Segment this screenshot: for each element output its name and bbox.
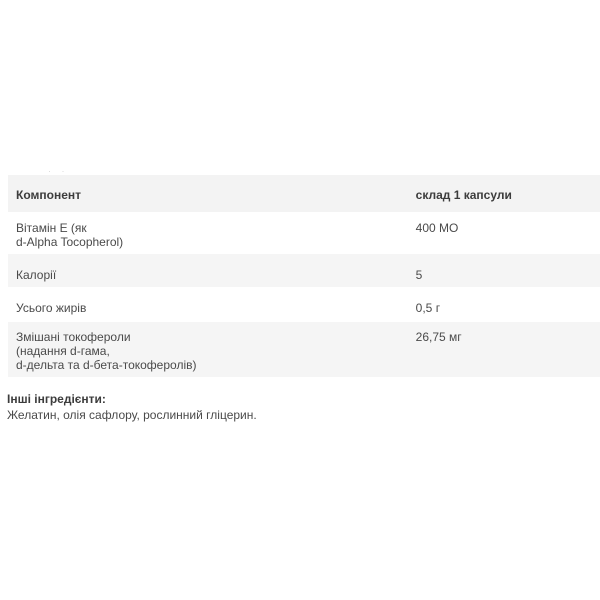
ingredient-amount: 0,5 г <box>415 300 441 315</box>
ingredient-name-line: Вітамін Е (як <box>16 220 87 235</box>
ingredient-name-line: Калорії <box>16 267 57 282</box>
ingredient-name <box>8 212 408 253</box>
supplement-facts-table <box>8 175 600 378</box>
header-amount: склад 1 капсули <box>415 188 512 202</box>
table-row <box>8 321 600 377</box>
ingredient-amount: 26,75 мг <box>415 329 462 344</box>
ingredient-name <box>8 321 408 377</box>
ingredient-name-line: d-дельта та d-бета-токоферолів) <box>16 357 197 372</box>
table-row <box>8 212 600 253</box>
ingredient-name-line: d-Alpha Tocopherol) <box>16 234 124 249</box>
table-row <box>8 253 600 287</box>
table-row <box>8 287 600 321</box>
ingredient-name <box>8 287 408 321</box>
faint-dots: · · <box>48 166 69 176</box>
ingredient-amount: 5 <box>415 267 423 282</box>
other-ingredients <box>7 391 257 423</box>
ingredient-name-line: Усього жирів <box>16 300 87 315</box>
ingredient-amount: 400 МО <box>415 220 459 235</box>
ingredient-name-line: (надання d-гама, <box>16 343 110 358</box>
header-component: Компонент <box>16 188 81 202</box>
other-ingredients-title: Інші інгредієнти: <box>7 392 106 406</box>
ingredient-name-line: Змішані токофероли <box>16 329 131 344</box>
other-ingredients-text: Желатин, олія сафлору, рослинний гліцерин. <box>7 408 257 422</box>
table-header-row <box>8 175 600 212</box>
ingredient-name <box>8 253 408 287</box>
